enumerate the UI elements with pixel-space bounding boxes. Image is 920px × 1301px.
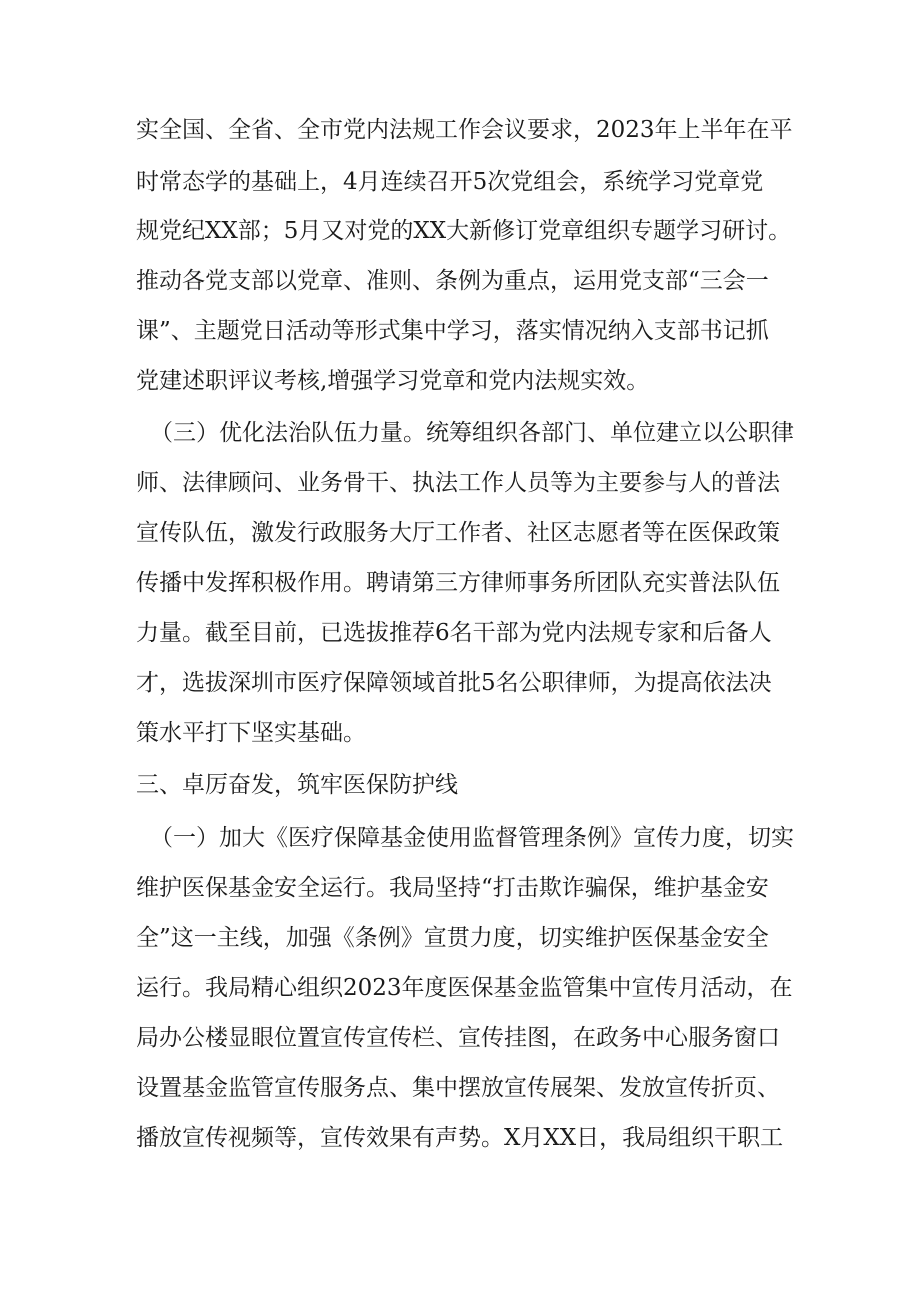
text-line: 设置基金监管宣传服务点、集中摆放宣传展架、发放宣传折页、 xyxy=(136,1075,780,1101)
text-line: 局办公楼显眼位置宣传宣传栏、宣传挂图，在政务中心服务窗口 xyxy=(136,1025,780,1051)
text-line: 全”这一主线，加强《条例》宣贯力度，切实维护医保基金安全 xyxy=(136,925,769,951)
text-line: 力量。截至目前，已选拔推荐6名干部为党内法规专家和后备人 xyxy=(136,620,772,646)
text-line: 推动各党支部以党章、准则、条例为重点，运用党支部“三会一 xyxy=(136,268,769,294)
text-line: 维护医保基金安全运行。我局坚持“打击欺诈骗保，维护基金安 xyxy=(136,875,769,901)
text-line: 师、法律顾问、业务骨干、执法工作人员等为主要参与人的普法 xyxy=(136,470,780,496)
section-heading-3: （三）优化法治队伍力量。统筹组织各部门、单位建立以公职律 xyxy=(150,420,794,446)
text-line: 课”、主题党日活动等形式集中学习，落实情况纳入支部书记抓 xyxy=(136,318,769,344)
text-line: 党建述职评议考核,增强学习党章和党内法规实效。 xyxy=(136,368,650,394)
section-heading-1: （一）加大《医疗保障基金使用监督管理条例》宣传力度，切实 xyxy=(150,825,794,851)
text-line: 运行。我局精心组织2023年度医保基金监管集中宣传月活动，在 xyxy=(136,975,793,1001)
text-line: 时常态学的基础上，4月连续召开5次党组会，系统学习党章党 xyxy=(136,169,764,195)
text-line: 策水平打下坚实基础。 xyxy=(136,720,366,746)
text-line: 规党纪XX部；5月又对党的XX大新修订党章组织专题学习研讨。 xyxy=(136,218,792,244)
text-line: 宣传队伍，激发行政服务大厅工作者、社区志愿者等在医保政策 xyxy=(136,520,780,546)
chapter-heading: 三、卓厉奋发，筑牢医保防护线 xyxy=(136,772,458,798)
text-line: 才，选拔深圳市医疗保障领域首批5名公职律师，为提高依法决 xyxy=(136,670,772,696)
text-line: 播放宣传视频等，宣传效果有声势。X月XX日，我局组织干职工 xyxy=(136,1125,784,1151)
text-line: 实全国、全省、全市党内法规工作会议要求，2023年上半年在平 xyxy=(136,117,793,143)
text-line: 传播中发挥积极作用。聘请第三方律师事务所团队充实普法队伍 xyxy=(136,570,780,596)
